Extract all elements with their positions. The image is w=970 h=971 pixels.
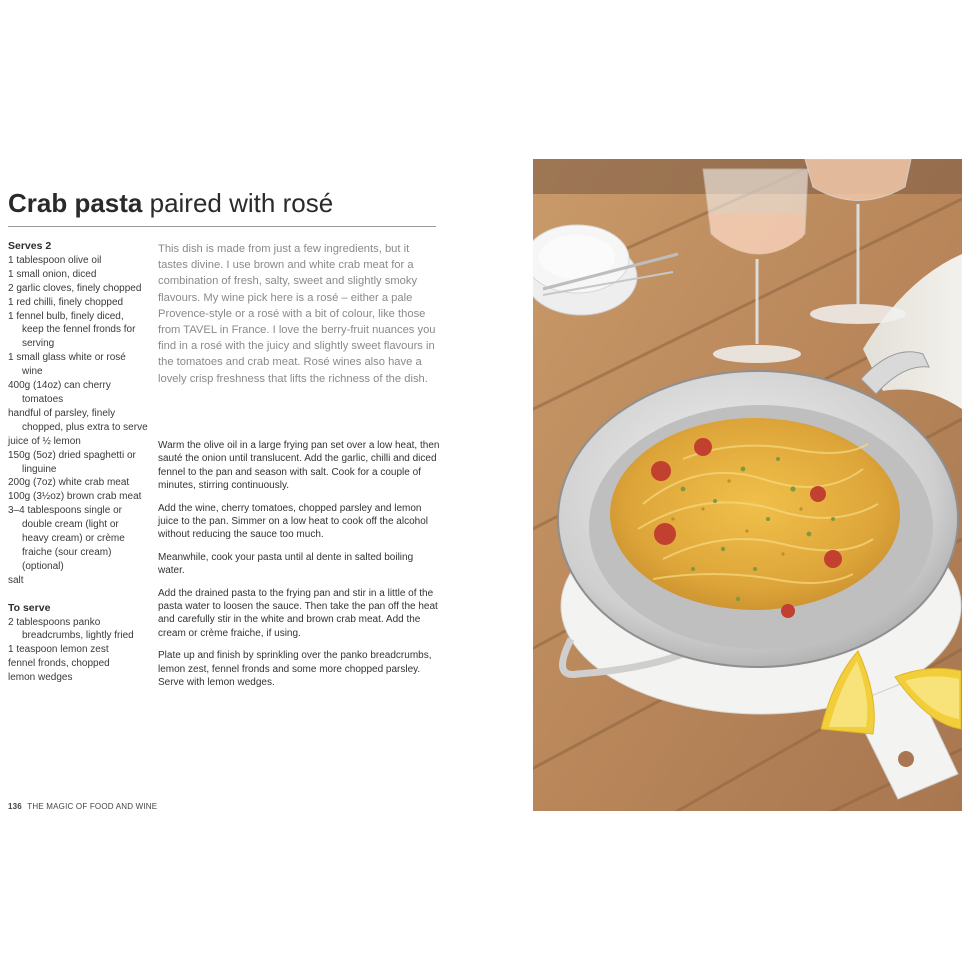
ingredient-item: 150g (5oz) dried spaghetti or linguine bbox=[8, 449, 136, 475]
serve-item: lemon wedges bbox=[8, 672, 73, 684]
recipe-title-rest: paired with rosé bbox=[142, 188, 334, 218]
section-gap bbox=[8, 588, 148, 602]
recipe-title-bold: Crab pasta bbox=[8, 188, 143, 218]
ingredient-item: 3–4 tablespoons single or double cream (light or heavy cream) or crème fraiche (sour cream) (optional) bbox=[8, 505, 125, 572]
serve-item: fennel fronds, chopped bbox=[8, 658, 110, 670]
method-step: Add the wine, cherry tomatoes, chopped parsley and lemon juice to the pan. Simmer on a low heat to cook off the alcohol without reducing the sauce too much. bbox=[158, 502, 428, 541]
ingredient-item: salt bbox=[8, 574, 24, 586]
ingredient-item: 1 small onion, diced bbox=[8, 268, 97, 280]
serve-item: 2 tablespoons panko breadcrumbs, lightly fried bbox=[8, 616, 134, 642]
ingredient-item: handful of parsley, finely chopped, plus extra to serve bbox=[8, 407, 148, 433]
crab-pasta-photo bbox=[533, 159, 962, 811]
intro-paragraph: This dish is made from just a few ingredients, but it tastes divine. I use brown and white crab meat for a combination of fresh, salty, sweet and slightly smoky flavours. My wine pick here is a rosé – either a pale Provence-style or a rosé with a bit of colour, like those from TAVEL in France. I love the berry-fruit nuances you find in a rosé with the juicy and slightly sweet flavours in the tomatoes and crab meat. Rosé wines also have a lovely crisp freshness that lifts the richness of the dish. bbox=[158, 243, 436, 385]
recipe-title bbox=[8, 188, 333, 219]
serves-heading: Serves 2 bbox=[8, 240, 52, 252]
ingredient-item: 2 garlic cloves, finely chopped bbox=[8, 282, 142, 294]
method-step: Plate up and finish by sprinkling over the panko breadcrumbs, lemon zest, fennel fronds and some more chopped parsley. Serve with lemon wedges. bbox=[158, 650, 432, 689]
page-footer bbox=[8, 802, 157, 811]
ingredient-item: 100g (3½oz) brown crab meat bbox=[8, 491, 142, 503]
ingredient-item: 1 small glass white or rosé wine bbox=[8, 352, 126, 378]
to-serve-heading: To serve bbox=[8, 601, 51, 614]
running-title: THE MAGIC OF FOOD AND WINE bbox=[27, 802, 158, 811]
serve-item: 1 teaspoon lemon zest bbox=[8, 644, 109, 656]
ingredients-list bbox=[8, 240, 148, 685]
ingredient-item: 400g (14oz) can cherry tomatoes bbox=[8, 380, 111, 405]
ingredient-item: juice of ½ lemon bbox=[8, 435, 81, 447]
ingredient-item: 200g (7oz) white crab meat bbox=[8, 477, 130, 489]
method-step: Warm the olive oil in a large frying pan set over a low heat, then sauté the onion until translucent. Add the garlic, chilli and diced fennel to the pan and season with salt. Cook for a couple of minutes, stirring continuously. bbox=[158, 440, 440, 492]
page-number: 136 bbox=[8, 802, 22, 811]
ingredient-item: 1 fennel bulb, finely diced, keep the fennel fronds for serving bbox=[8, 310, 136, 350]
ingredient-item: 1 red chilli, finely chopped bbox=[8, 296, 124, 308]
ingredient-item: 1 tablespoon olive oil bbox=[8, 254, 102, 266]
method-step: Meanwhile, cook your pasta until al dente in salted boiling water. bbox=[158, 551, 414, 577]
title-rule bbox=[8, 226, 436, 227]
method-steps bbox=[158, 439, 440, 699]
method-step: Add the drained pasta to the frying pan and stir in a little of the pasta water to loosen the sauce. Then take the pan off the heat and carefully stir in the white and brown crab meat. Add the cream or crème fraiche, if using. bbox=[158, 587, 438, 639]
